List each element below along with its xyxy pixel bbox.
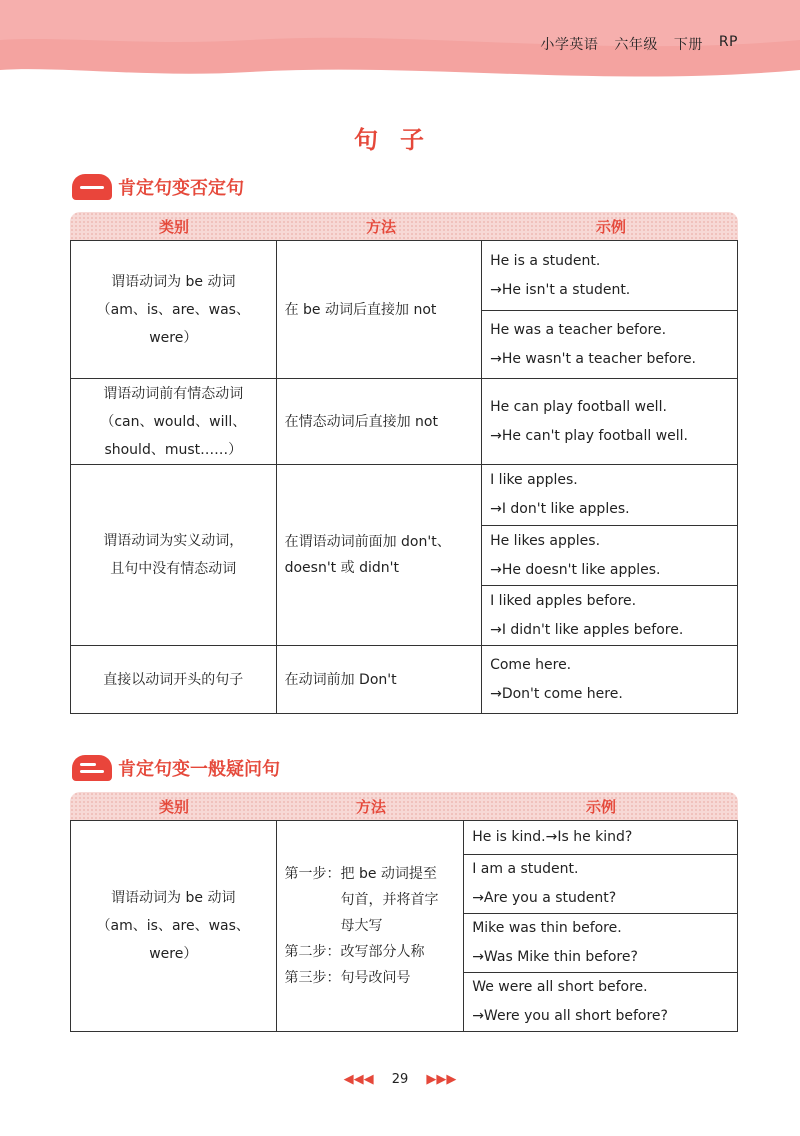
column-header-example: 示例 — [595, 217, 626, 236]
method-cell: 在谓语动词前面加 don't、 doesn't 或 didn't — [276, 465, 482, 646]
example-cell: We were all short before. →Were you all short before? — [464, 973, 738, 1032]
page-footer — [0, 1072, 800, 1087]
category-cell: 谓语动词为实义动词， 且句中没有情态动词 — [71, 465, 277, 646]
header-subject: 小学英语 — [540, 37, 599, 53]
section1-table — [70, 240, 738, 714]
header-edition: RP — [718, 34, 738, 50]
step-three: 第三步：句号改问号 — [284, 970, 411, 986]
section-number-one-icon — [72, 174, 112, 200]
column-header-method: 方法 — [355, 797, 386, 816]
method-cell: 在 be 动词后直接加 not — [276, 241, 482, 379]
example-cell: I am a student. →Are you a student? — [464, 855, 738, 914]
column-header-example: 示例 — [585, 797, 616, 816]
table-row — [71, 465, 738, 526]
table-row — [71, 241, 738, 311]
table-row — [71, 646, 738, 714]
next-arrows-icon: ▶▶▶ — [426, 1072, 457, 1087]
example-cell: I like apples. →I don't like apples. — [482, 465, 738, 526]
category-cell: 谓语动词为 be 动词 （am、is、are、was、were） — [71, 241, 277, 379]
section1-title: 肯定句变否定句 — [118, 178, 244, 199]
section1-heading — [72, 172, 244, 202]
page-number: 29 — [391, 1072, 409, 1087]
category-cell: 谓语动词为 be 动词 （am、is、are、was、were） — [71, 821, 277, 1032]
section2-heading — [72, 753, 280, 783]
example-cell: He is kind.→Is he kind? — [464, 821, 738, 855]
example-cell: He can play football well. →He can't play football well. — [482, 379, 738, 465]
column-header-method: 方法 — [365, 217, 396, 236]
header-volume: 下册 — [673, 37, 703, 53]
table-row — [71, 379, 738, 465]
column-header-category: 类别 — [158, 797, 189, 816]
page-title: 句子 — [354, 126, 446, 154]
column-header-category: 类别 — [158, 217, 189, 236]
step-two: 第二步：改写部分人称 — [284, 944, 425, 960]
section1-table-header — [70, 212, 738, 240]
example-cell: He is a student. →He isn't a student. — [482, 241, 738, 311]
section2-title: 肯定句变一般疑问句 — [118, 759, 280, 780]
section-number-two-icon — [72, 755, 112, 781]
example-cell: He likes apples. →He doesn't like apples. — [482, 526, 738, 586]
example-cell: I liked apples before. →I didn't like apples before. — [482, 586, 738, 646]
section2-table-header — [70, 792, 738, 820]
header-info — [540, 34, 738, 54]
section2-table — [70, 820, 738, 1032]
step-one: 第一步：把 be 动词提至 — [284, 866, 437, 882]
category-cell: 直接以动词开头的句子 — [71, 646, 277, 714]
header-grade: 六年级 — [614, 37, 658, 53]
method-cell: 在情态动词后直接加 not — [276, 379, 482, 465]
category-cell: 谓语动词前有情态动词 （can、would、will、 should、must……） — [71, 379, 277, 465]
example-cell: He was a teacher before. →He wasn't a teacher before. — [482, 311, 738, 379]
table-row — [71, 821, 738, 855]
prev-arrows-icon: ◀◀◀ — [343, 1072, 374, 1087]
example-cell: Come here. →Don't come here. — [482, 646, 738, 714]
example-cell: Mike was thin before. →Was Mike thin before? — [464, 914, 738, 973]
method-steps-cell: 第一步：把 be 动词提至 句首，并将首字 母大写 第二步：改写部分人称 第三步：句号改问号 — [276, 821, 464, 1032]
method-cell: 在动词前加 Don't — [276, 646, 482, 714]
